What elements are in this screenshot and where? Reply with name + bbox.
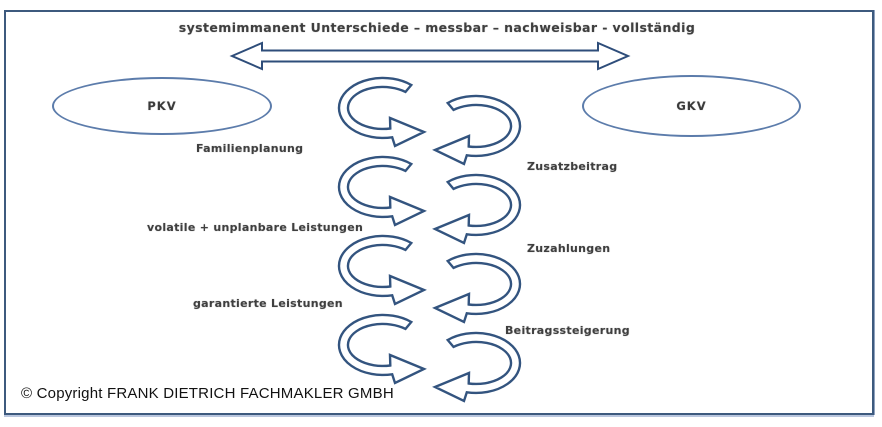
pkv-ellipse [52,77,272,135]
label-volatile-leistungen: volatile + unplanbare Leistungen [147,221,364,234]
gkv-label: GKV [676,99,707,113]
curved-arrow-right-icon [339,315,424,383]
cycle-arrows-chain [339,78,520,401]
curved-arrow-left-icon [435,175,520,243]
curved-arrow-right-icon [339,236,424,304]
curved-arrow-left-icon [435,96,520,164]
label-garantierte-leistungen: garantierte Leistungen [193,297,343,310]
gkv-ellipse [582,75,801,137]
curved-arrow-left-icon [435,254,520,322]
copyright-text: © Copyright FRANK DIETRICH FACHMAKLER GMBH [21,385,394,402]
label-beitragssteigerung: Beitragssteigerung [505,324,630,337]
curved-arrow-right-icon [339,157,424,225]
double-headed-arrow-icon [232,43,628,69]
pkv-label: PKV [147,99,177,113]
label-zuzahlungen: Zuzahlungen [527,242,611,255]
curved-arrow-right-icon [339,78,424,146]
label-zusatzbeitrag: Zusatzbeitrag [527,160,618,173]
label-familienplanung: Familienplanung [196,142,304,155]
diagram-title: systemimmanent Unterschiede – messbar – nachweisbar - vollständig [178,20,696,35]
curved-arrow-left-icon [435,333,520,401]
